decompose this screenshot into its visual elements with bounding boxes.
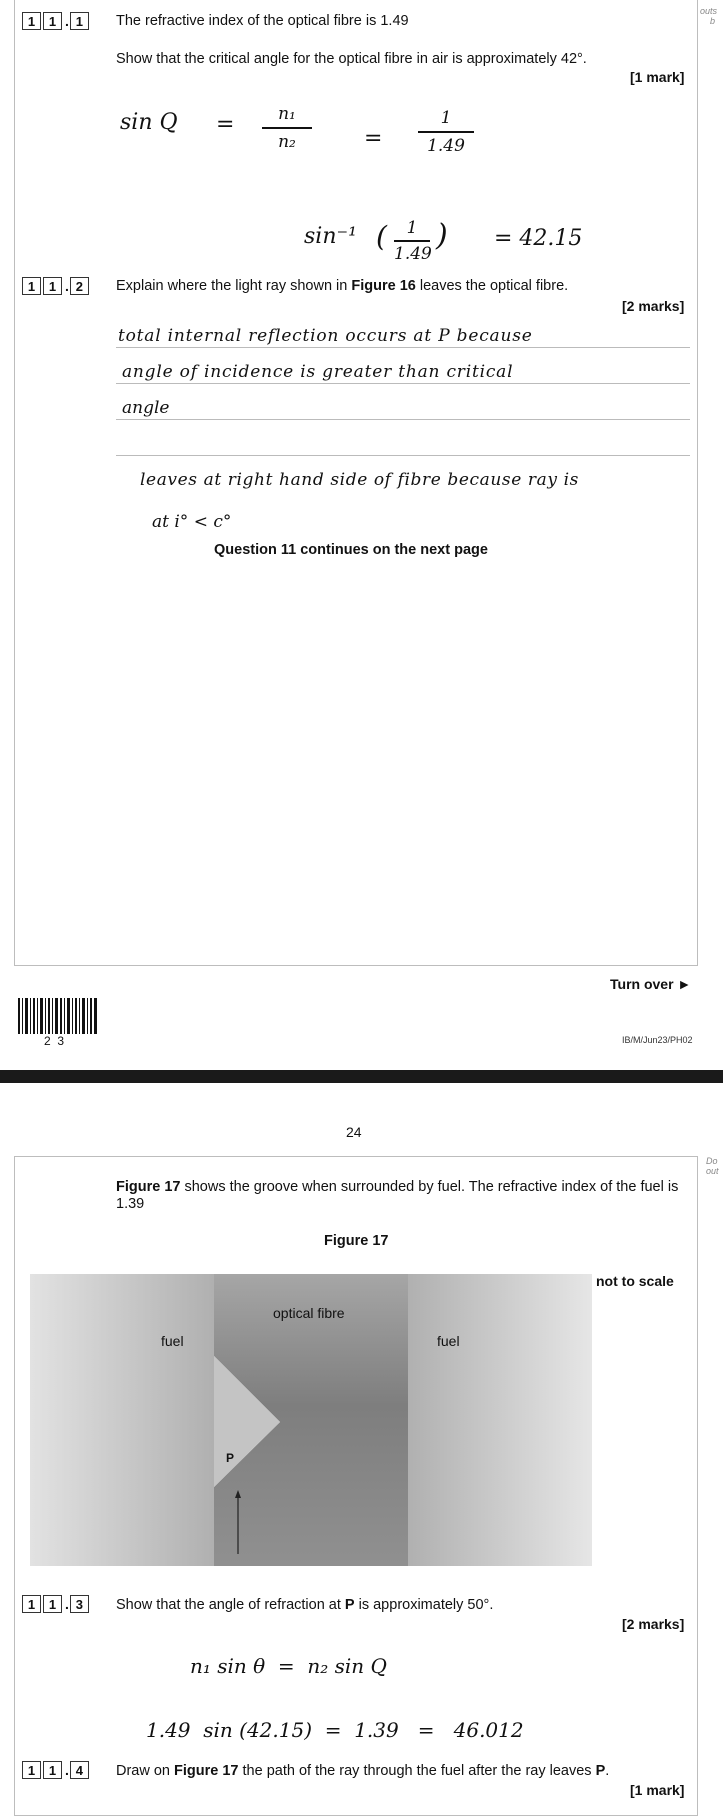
point-p-label: P [226,1451,235,1465]
answer-rule-4 [116,455,690,456]
handwritten-snell-calculation: 1.49 sin (42.15) = 1.39 = 46.012 [146,1718,524,1742]
question-11-2-text: Explain where the light ray shown in Figure 16 leaves the optical fibre. [116,278,569,294]
handwritten-snell-law: n₁ sin θ = n₂ sin Q [190,1654,387,1678]
question-11-1-instruction: Show that the critical angle for the optical fibre in air is approximately 42°. [116,51,587,67]
margin-note-top: outs b [700,6,718,26]
turn-over-label: Turn over ► [610,976,692,992]
figure-17-intro: Figure 17 shows the groove when surrounded by fuel. The refractive index of the fuel is 1.39 [116,1179,679,1212]
handwritten-close-paren: ) [436,218,448,253]
margin-note-bottom: Do out [706,1156,719,1176]
question-11-3-marks: [2 marks] [622,1616,685,1632]
optical-fibre-label: optical fibre [273,1305,345,1321]
fraction-bar [262,127,312,129]
handwritten-fraction-n1-n2: n₁ n₂ [262,104,312,152]
handwritten-inverse-sin: sin⁻¹ [304,224,357,249]
question-11-1-marks: [1 mark] [630,69,685,85]
handwritten-fraction-1-149: 1 1.49 [418,108,474,156]
fraction-bar [394,240,430,242]
barcode-icon [18,998,98,1034]
handwritten-open-paren: ( [376,220,387,253]
answer-rule-1 [116,347,690,348]
fuel-right-label: fuel [437,1333,460,1349]
handwritten-equals-2: = [364,126,383,151]
question-11-1-text: The refractive index of the optical fibre is 1.49 [116,13,409,29]
question-11-2-marks: [2 marks] [622,298,685,314]
answer-rule-3 [116,419,690,420]
handwritten-sin-q: sin Q [120,110,178,135]
handwritten-equals-1: = [216,112,235,137]
question-number-11-4: 1 1 . 4 [22,1761,91,1779]
fuel-left-label: fuel [161,1333,184,1349]
question-number-11-2: 1 1 . 2 [22,277,91,295]
question-continues-note: Question 11 continues on the next page [214,542,488,558]
handwritten-answer-line-2: angle of incidence is greater than critical [122,362,514,382]
fraction-bar [418,131,474,133]
fuel-region-right [408,1274,592,1566]
handwritten-result-42-15: = 42.15 [494,226,583,251]
page-number: 24 [346,1124,362,1140]
question-number-11-3: 1 1 . 3 [22,1595,91,1613]
barcode-number: 2 3 [44,1034,65,1048]
question-number-11-1: 1 1 . 1 [22,12,91,30]
answer-rule-2 [116,383,690,384]
question-11-4-text: Draw on Figure 17 the path of the ray through the fuel after the ray leaves P. [116,1763,610,1779]
paper-reference-code: IB/M/Jun23/PH02 [622,1035,693,1045]
fuel-region-left [30,1274,214,1566]
page-separator [0,1070,723,1083]
handwritten-fraction-1-149-b: 1 1.49 [394,218,432,264]
handwritten-answer-line-3: angle [122,398,170,418]
not-to-scale-label: not to scale [596,1273,674,1289]
question-11-4-marks: [1 mark] [630,1782,685,1798]
handwritten-extra-line-2: at i° < c° [152,512,232,532]
handwritten-extra-line-1: leaves at right hand side of fibre because ray is [140,470,579,490]
question-11-3-text: Show that the angle of refraction at P is approximately 50°. [116,1597,494,1613]
figure-17-title: Figure 17 [324,1233,389,1249]
handwritten-answer-line-1: total internal reflection occurs at P because [118,326,533,346]
